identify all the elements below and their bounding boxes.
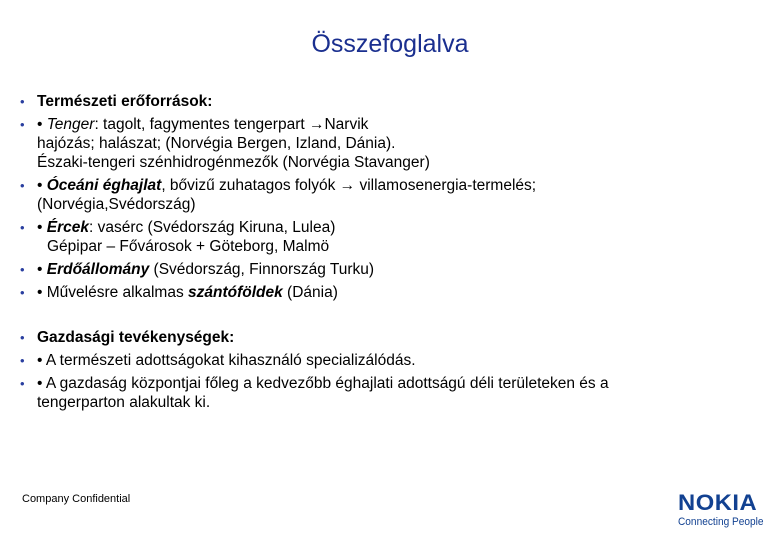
bullet-item	[20, 176, 740, 214]
bullet-line	[37, 92, 740, 111]
bullet-text: : vasérc (Svédország Kiruna, Lulea)	[88, 219, 336, 236]
logo-wordmark: NOKIA	[678, 490, 758, 515]
bullet-text: • A természeti adottságokat kihasználó specializálódás.	[37, 352, 416, 369]
bullet-marker: •	[20, 220, 25, 235]
bullet-text: Északi-tengeri szénhidrogénmezők (Norvégia Stavanger)	[37, 154, 430, 171]
bullet-marker: •	[20, 330, 25, 345]
bullet-text: Erdőállomány	[46, 261, 150, 278]
bullet-line	[37, 153, 740, 172]
bullet-line	[37, 134, 740, 153]
bullet-line	[37, 218, 740, 237]
bullet-text: (Svédország, Finnország Turku)	[149, 261, 375, 278]
bullet-text: Gazdasági tevékenységek:	[37, 329, 235, 346]
bullet-item	[20, 328, 740, 347]
bullet-marker: •	[20, 262, 25, 277]
bullet-line	[37, 374, 740, 393]
bullet-text: •	[37, 177, 47, 194]
bullet-line	[37, 351, 740, 370]
bullet-marker: •	[20, 94, 25, 109]
slide-title: Összefoglalva	[311, 30, 469, 58]
bullet-item	[20, 92, 740, 111]
bullet-text: (Norvégia,Svédország)	[37, 196, 196, 213]
bullet-text: (Dánia)	[282, 284, 338, 301]
bullet-item	[20, 283, 740, 302]
bullet-text: •	[37, 116, 47, 133]
bullet-item	[20, 351, 740, 370]
bullet-line	[37, 260, 740, 279]
bullet-item	[20, 260, 740, 279]
bullet-text: •	[37, 219, 47, 236]
bullet-text: szántóföldek	[188, 284, 283, 301]
bullet-line	[37, 393, 740, 412]
bullet-text: : tagolt, fagymentes tengerpart →Narvik	[94, 116, 369, 133]
bullet-line	[37, 237, 740, 256]
bullet-text: tengerparton alakultak ki.	[37, 394, 211, 411]
bullet-text: •	[37, 261, 47, 278]
bullet-line	[37, 328, 740, 347]
footer-confidential: Company Confidential	[22, 493, 131, 505]
bullet-line	[37, 283, 740, 302]
bullet-item	[20, 218, 740, 256]
nokia-logo	[678, 492, 770, 532]
bullet-text: • Művelésre alkalmas	[37, 284, 189, 301]
bullet-text: hajózás; halászat; (Norvégia Bergen, Izland, Dánia).	[37, 135, 396, 152]
bullet-text: • A gazdaság központjai főleg a kedvezőbb éghajlati adottságú déli területeken és a	[37, 375, 609, 392]
bullet-marker: •	[20, 285, 25, 300]
bullet-marker: •	[20, 178, 25, 193]
bullet-item	[20, 115, 740, 172]
bullet-text: Természeti erőforrások:	[37, 93, 213, 110]
bullet-text: Gépipar – Fővárosok + Göteborg, Malmö	[47, 238, 330, 255]
logo-tagline: Connecting People	[678, 516, 764, 528]
bullet-text: Ércek	[46, 219, 89, 236]
bullet-line	[37, 115, 740, 134]
bullet-marker: •	[20, 376, 25, 391]
bullet-text: Tenger	[46, 116, 95, 133]
bullet-marker: •	[20, 117, 25, 132]
bullet-marker: •	[20, 353, 25, 368]
bullet-text: Óceáni éghajlat	[46, 177, 162, 194]
bullet-text: , bővizű zuhatagos folyók → villamosenergia-termelés;	[161, 177, 537, 194]
bullet-line	[37, 176, 740, 195]
bullet-list	[20, 92, 740, 416]
bullet-item	[20, 374, 740, 412]
bullet-line	[37, 195, 740, 214]
